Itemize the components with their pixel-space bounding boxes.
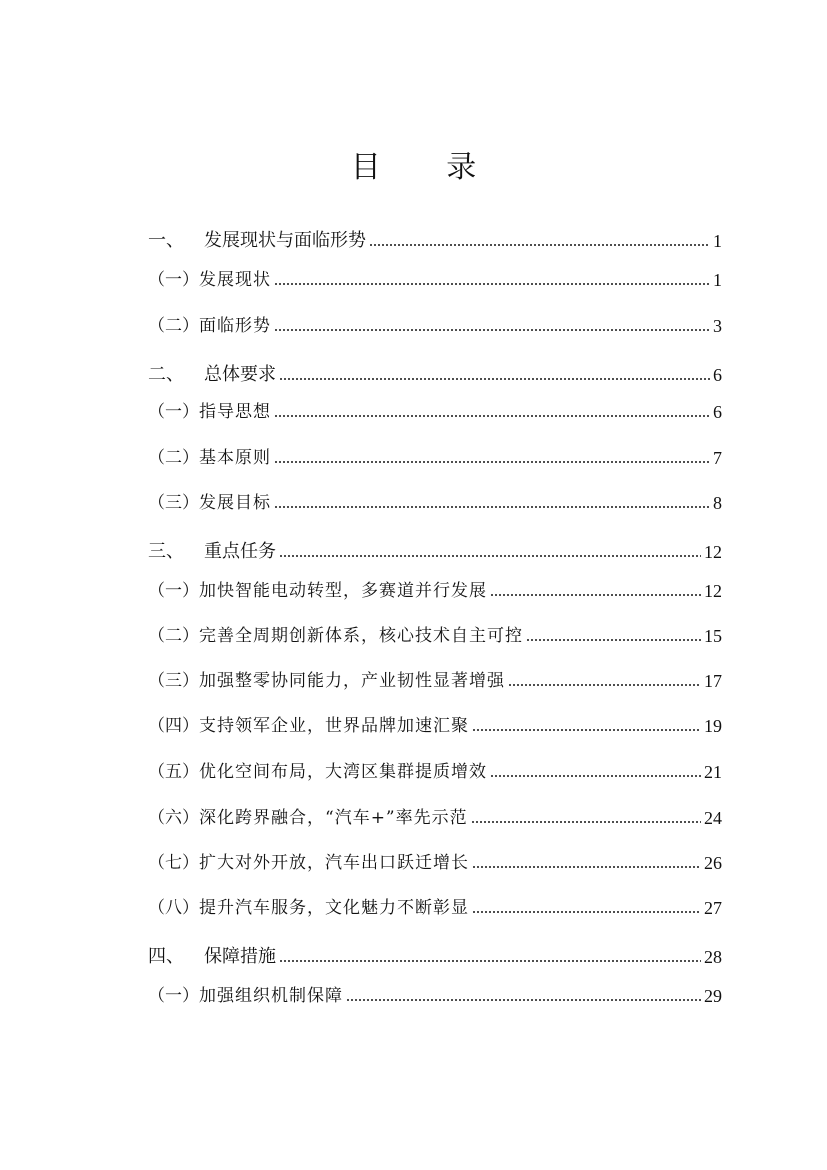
toc-entry-number: （一） <box>148 402 199 422</box>
toc-section-entry[interactable] <box>148 539 722 565</box>
toc-page-number: 21 <box>704 762 722 782</box>
toc-entry-number: （四） <box>148 716 199 736</box>
toc-subsection-entry[interactable] <box>148 713 722 739</box>
dot-leader <box>274 413 710 419</box>
dot-leader <box>279 958 701 964</box>
toc-page-number: 6 <box>713 402 722 422</box>
toc-entry-label: 优化空间布局，大湾区集群提质增效 <box>199 762 487 782</box>
toc-subsection-entry[interactable] <box>148 578 722 604</box>
toc-entry-label: 总体要求 <box>204 364 276 385</box>
toc-section-entry[interactable] <box>148 944 722 970</box>
toc-page-number: 28 <box>704 947 722 967</box>
toc-entry-label: 保障措施 <box>204 946 276 967</box>
dot-leader <box>369 242 710 248</box>
toc-entry-number: （一） <box>148 581 199 601</box>
toc-subsection-entry[interactable] <box>148 313 722 339</box>
toc-page-number: 26 <box>704 853 722 873</box>
toc-entry-label: 发展现状 <box>199 270 271 290</box>
toc-entry-label: 发展目标 <box>199 493 271 513</box>
toc-entry-number: （七） <box>148 853 199 873</box>
toc-entry-label: 发展现状与面临形势 <box>204 230 366 251</box>
toc-subsection-entry[interactable] <box>148 445 722 471</box>
toc-entry-number: （一） <box>148 986 199 1006</box>
dot-leader <box>274 327 710 333</box>
toc-subsection-entry[interactable] <box>148 983 722 1009</box>
dot-leader <box>346 997 701 1003</box>
dot-leader <box>508 682 701 688</box>
toc-entry-label: 支持领军企业，世界品牌加速汇聚 <box>199 716 469 736</box>
toc-section-entry[interactable] <box>148 228 722 254</box>
toc-page-number: 7 <box>713 448 722 468</box>
dot-leader <box>472 864 701 870</box>
toc-entry-label: 加强整零协同能力，产业韧性显著增强 <box>199 671 505 691</box>
toc-subsection-entry[interactable] <box>148 490 722 516</box>
toc-entry-number: （五） <box>148 762 199 782</box>
toc-entry-number: （二） <box>148 316 199 336</box>
toc-page-number: 1 <box>713 231 722 251</box>
dot-leader <box>471 819 701 825</box>
toc-subsection-entry[interactable] <box>148 399 722 425</box>
toc-subsection-entry[interactable] <box>148 668 722 694</box>
toc-subsection-entry[interactable] <box>148 623 722 649</box>
toc-entry-label: 面临形势 <box>199 316 271 336</box>
dot-leader <box>279 553 701 559</box>
toc-page-number: 27 <box>704 898 722 918</box>
dot-leader <box>526 637 701 643</box>
dot-leader <box>279 376 710 382</box>
toc-entry-label: 加快智能电动转型，多赛道并行发展 <box>199 581 487 601</box>
toc-entry-number: 一、 <box>148 230 184 251</box>
toc-page-number: 8 <box>713 493 722 513</box>
page-title: 目 录 <box>350 150 505 185</box>
dot-leader <box>472 727 701 733</box>
dot-leader <box>274 504 710 510</box>
toc-page-number: 15 <box>704 626 722 646</box>
toc-entry-number: （一） <box>148 270 199 290</box>
toc-entry-label: 指导思想 <box>199 402 271 422</box>
toc-entry-number: （三） <box>148 493 199 513</box>
toc-subsection-entry[interactable] <box>148 805 722 831</box>
toc-entry-label: 提升汽车服务，文化魅力不断彰显 <box>199 898 469 918</box>
toc-page-number: 12 <box>704 581 722 601</box>
toc-page-number: 24 <box>704 808 722 828</box>
toc-page-number: 1 <box>713 270 722 290</box>
toc-subsection-entry[interactable] <box>148 850 722 876</box>
toc-subsection-entry[interactable] <box>148 895 722 921</box>
toc-subsection-entry[interactable] <box>148 267 722 293</box>
toc-entry-label: 扩大对外开放，汽车出口跃迁增长 <box>199 853 469 873</box>
toc-entry-number: 四、 <box>148 946 184 967</box>
toc-subsection-entry[interactable] <box>148 759 722 785</box>
toc-entry-number: （二） <box>148 626 199 646</box>
toc-entry-number: （二） <box>148 448 199 468</box>
toc-entry-label: 完善全周期创新体系，核心技术自主可控 <box>199 626 523 646</box>
toc-entry-label: 重点任务 <box>204 541 276 562</box>
toc-entry-number: （六） <box>148 808 199 828</box>
toc-page-number: 17 <box>704 671 722 691</box>
toc-entry-label: 基本原则 <box>199 448 271 468</box>
toc-page-number: 19 <box>704 716 722 736</box>
toc-section-entry[interactable] <box>148 362 722 388</box>
toc-entry-label: 深化跨界融合，“汽车+”率先示范 <box>199 808 468 828</box>
dot-leader <box>490 592 701 598</box>
toc-entry-number: 二、 <box>148 364 184 385</box>
dot-leader <box>274 281 710 287</box>
toc-entry-label: 加强组织机制保障 <box>199 986 343 1006</box>
toc-page-number: 12 <box>704 542 722 562</box>
toc-entry-number: （三） <box>148 671 199 691</box>
dot-leader <box>490 773 701 779</box>
toc-entry-number: 三、 <box>148 541 184 562</box>
toc-page-number: 29 <box>704 986 722 1006</box>
dot-leader <box>472 909 701 915</box>
toc-page-number: 6 <box>713 365 722 385</box>
dot-leader <box>274 459 710 465</box>
toc-page-number: 3 <box>713 316 722 336</box>
toc-entry-number: （八） <box>148 898 199 918</box>
